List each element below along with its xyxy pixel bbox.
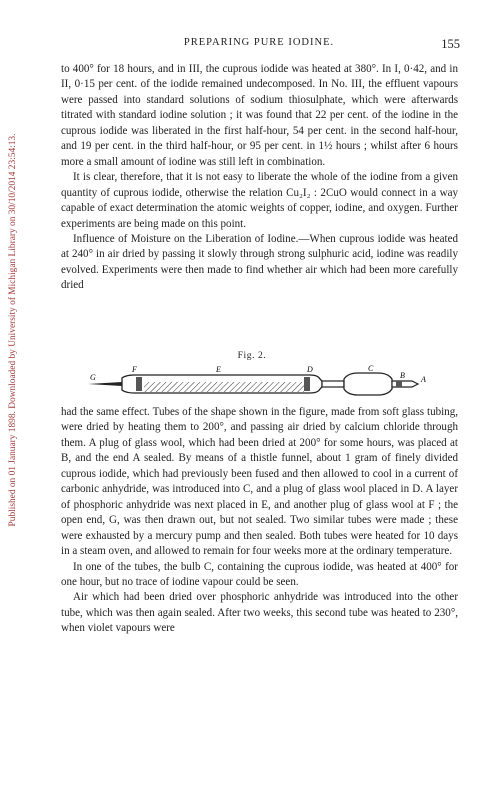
sealed-end-a	[392, 381, 418, 387]
label-a: A	[421, 375, 426, 384]
label-f: F	[132, 365, 137, 374]
paragraph: In one of the tubes, the bulb C, containing the cuprous iodide, was heated at 400° for one hour, but no trace of iodine vapour could be seen.	[61, 560, 458, 588]
label-d: D	[307, 365, 313, 374]
paragraph: to 400° for 18 hours, and in III, the cuprous iodide was heated at 380°. In I, 0·42, and in II, 0·15 per cent. of the iodide remained undecomposed. In No. III, the effluent vapours were passed into standard solutions of sodium thiosulphate, which were afterwards titrated with standard iodine solution ; it was found that 22 per cent. of the iodine in the cuprous iodide was liberated in the first half-hour, 54 per cent. in the second half-hour, and 19 per cent. in the third half-hour, or 95 per cent. in 1½ hours ; whilst after 6 hours more a small amount of iodine was still left in combination.	[61, 63, 458, 168]
running-header	[60, 37, 458, 53]
figure-caption: Fig. 2.	[237, 351, 267, 361]
download-watermark-text: Published on 01 January 1898. Downloaded by University of Michigan Library on 30/10/2014 23:54:13.	[8, 133, 18, 527]
label-b: B	[400, 371, 405, 380]
paragraph: Air which had been dried over phosphoric anhydride was introduced into the other tube, which was then again sealed. After two weeks, this second tube was heated to 230°, when violet vapours were	[61, 591, 458, 635]
body-text-bottom	[61, 405, 458, 637]
paragraph: had the same effect. Tubes of the shape shown in the figure, made from soft glass tubing, were dried by heating them to 200°, and passing air dried by calcium chloride through them. A plug of glass wool, which had been dried at 200° for some hours, was placed at B, and the end A sealed. By means of a thistle funnel, about 1 gram of finely divided cuprous iodide, which had previously been fused and then allowed to cool in a current of carbonic anhydride, was introduced into C, and a plug of glass wool placed in D. A layer of phosphoric anhydride was next placed in E, and another plug of glass wool at F ; the open end, G, was then drawn out, but not sealed. Two similar tubes were made ; these were exhausted by a mercury pump and then sealed. Both tubes were heated for 10 days in a steam oven, and allowed to remain for four weeks more at the ordinary temperature.	[61, 406, 458, 558]
drawn-out-end	[88, 382, 122, 386]
label-g: G	[90, 373, 96, 382]
glass-tube-diagram	[82, 364, 432, 398]
glass-wool-plug-f	[136, 377, 142, 391]
tube-neck	[322, 381, 344, 387]
body-text-top	[61, 62, 458, 294]
paragraph: It is clear, therefore, that it is not easy to liberate the whole of the iodine from a given quantity of cuprous iodide, otherwise the relation Cu₂I₂ : 2CuO would connect in a way capable of exact determination the atomic weights of copper, iodine, and oxygen. Further experiments are being made on this point.	[61, 171, 458, 230]
page-number: 155	[441, 37, 460, 51]
running-title: PREPARING PURE IODINE.	[183, 37, 335, 48]
paragraph-with-heading: Influence of Moisture on the Liberation of Iodine.—When cuprous iodide was heated at 240° in air dried by passing it slowly through strong sulphuric acid, iodine was readily evolved. Experiments were then made to find whether air which had been more carefully dried	[61, 232, 458, 292]
label-c: C	[368, 364, 374, 373]
glass-wool-plug-d	[304, 377, 310, 391]
apparatus-figure	[82, 364, 432, 398]
label-e: E	[216, 365, 221, 374]
bulb-c	[344, 373, 392, 395]
phosphoric-anhydride-layer	[144, 382, 304, 392]
download-watermark	[6, 50, 20, 610]
glass-wool-plug-b	[396, 381, 402, 387]
